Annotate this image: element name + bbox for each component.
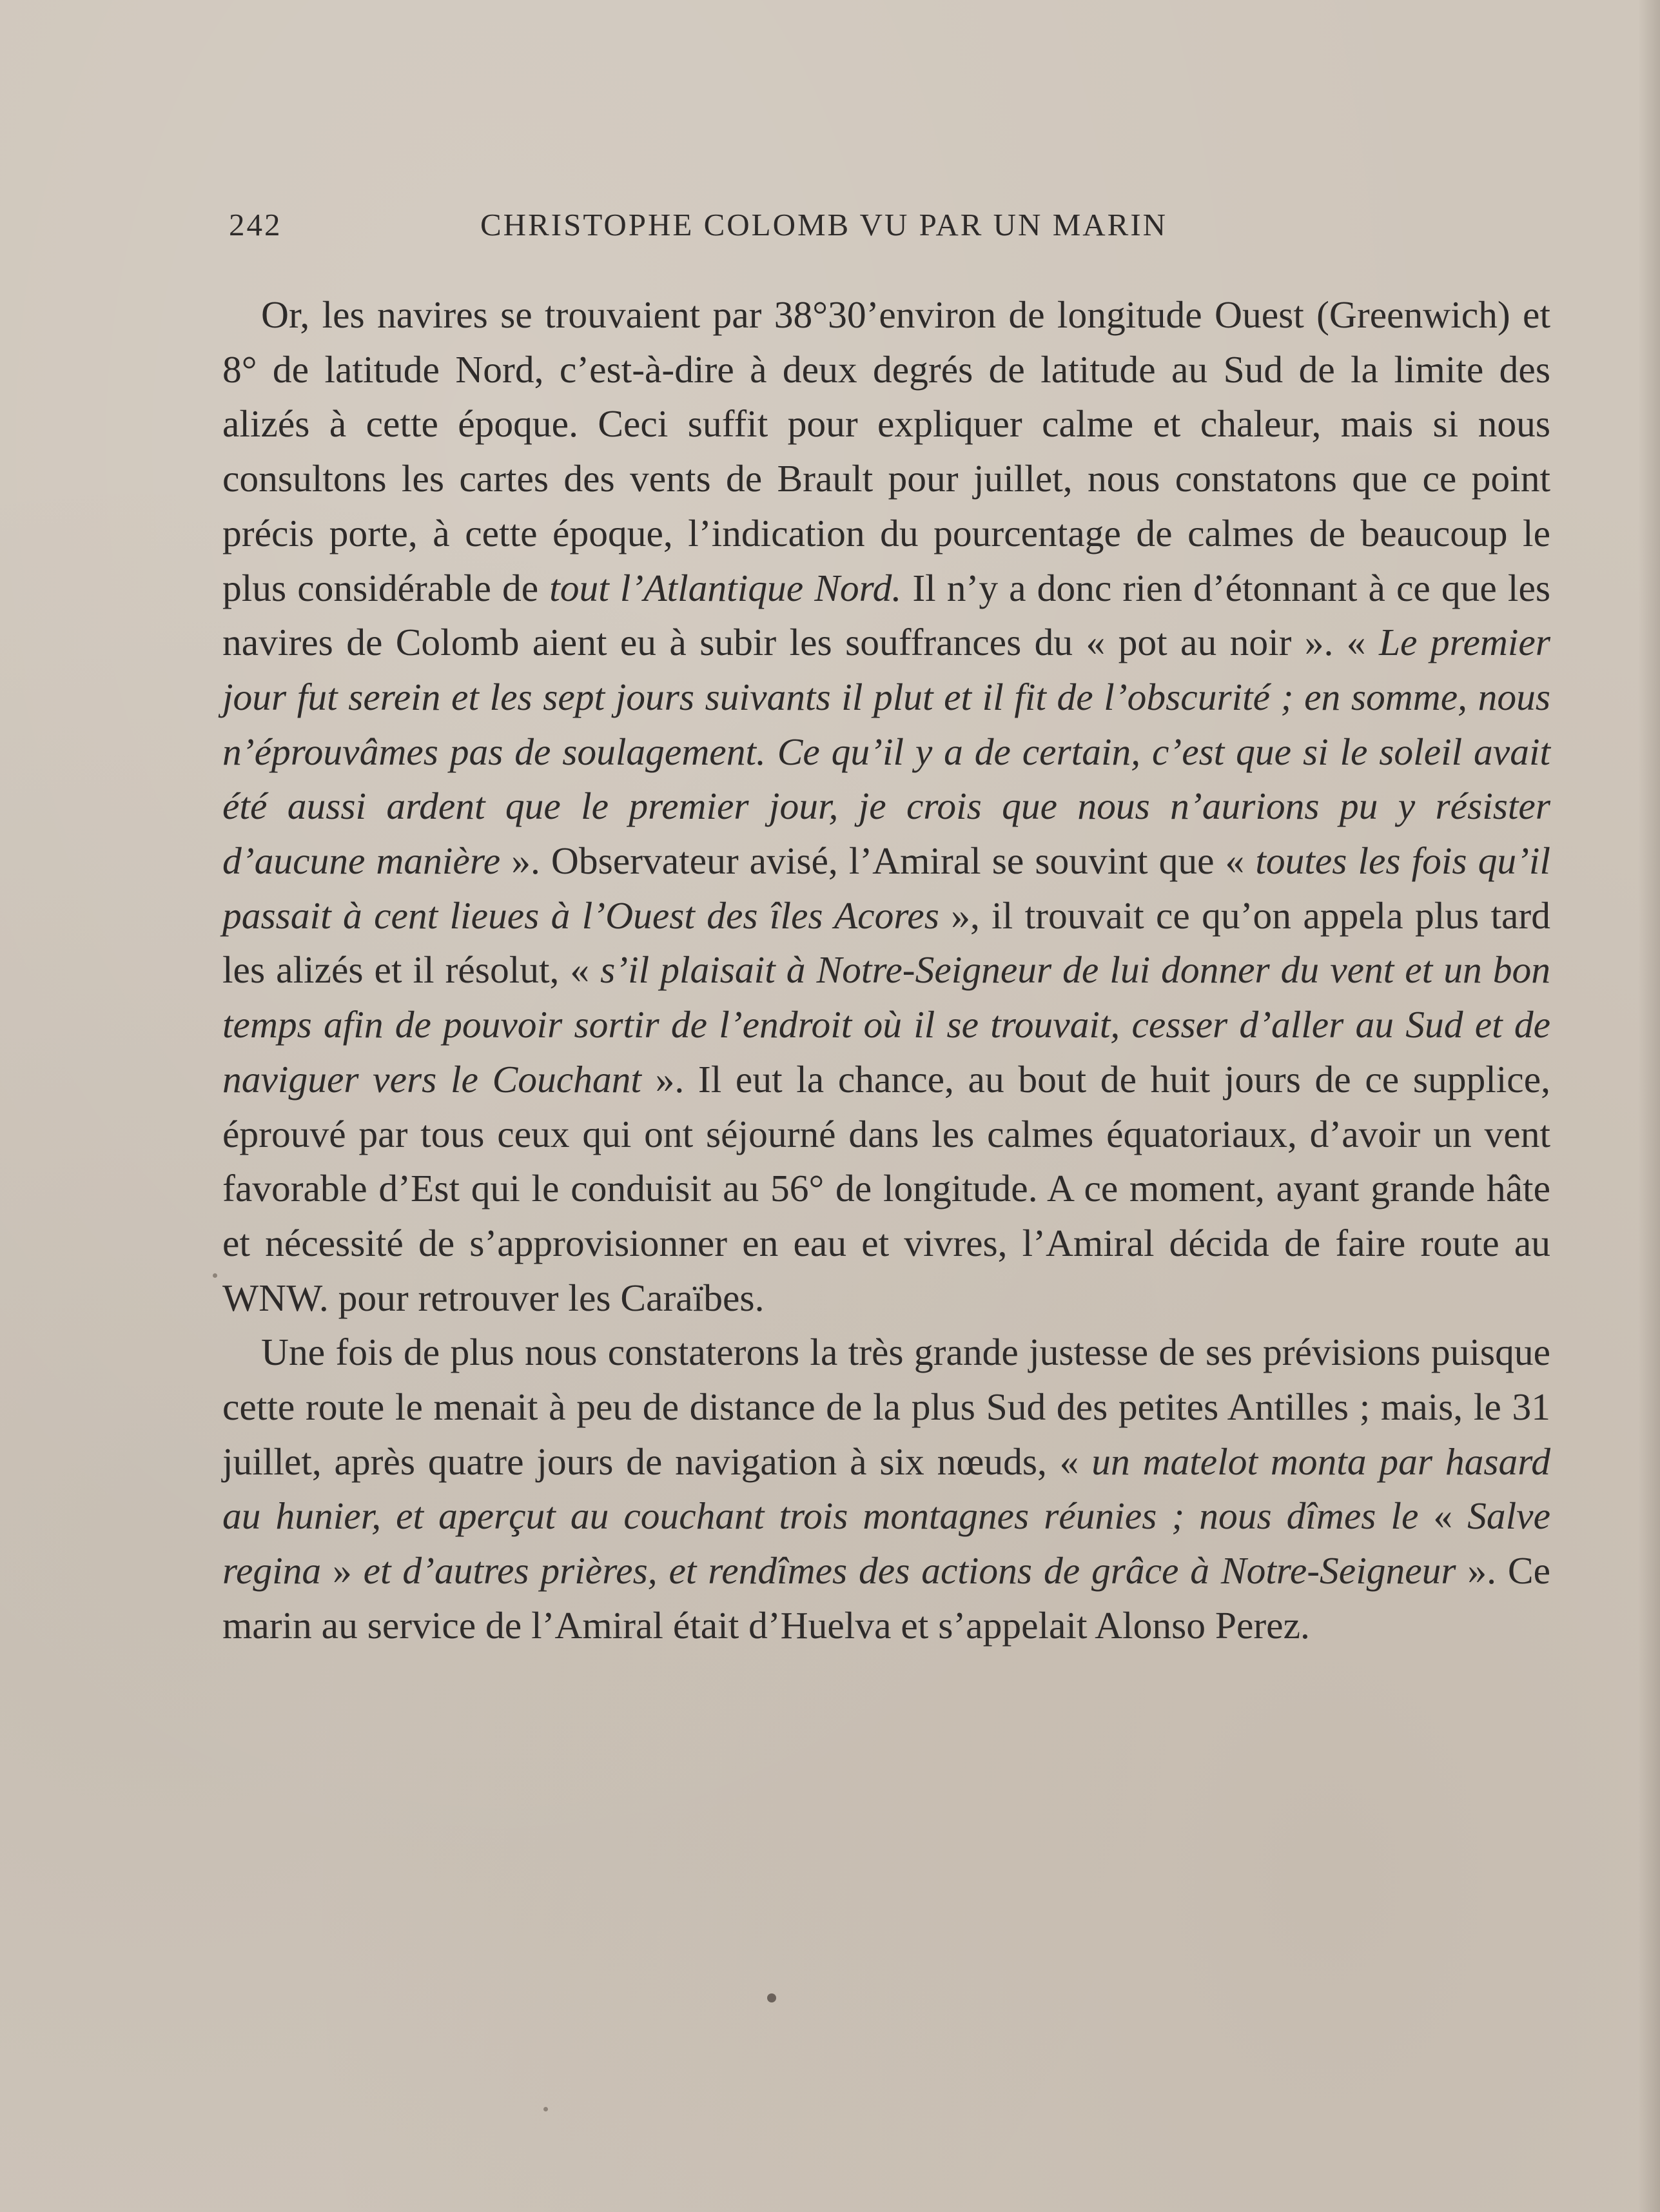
text-run: ». Il eut la chance, au bout de huit jours de ce supplice, éprouvé par tous ceux qui ont séjourné dans les calmes équatoriaux, d’avoir un vent favorable d’Est qui le conduisit au 56° de longitude. A ce moment, ayant grande hâte et nécessité de s’approvisionner en eau et vivres, l’Amiral décida de faire route au WNW. pour retrouver les Caraïbes. bbox=[222, 1057, 1550, 1319]
paper-speck bbox=[543, 2107, 548, 2111]
running-header bbox=[229, 206, 1280, 251]
running-title: CHRISTOPHE COLOMB VU PAR UN MARIN bbox=[480, 207, 1168, 242]
italic-quote: s’il plaisait à Notre-Seigneur de lui donner du vent et un bon temps afin de pouvoir sortir de l’endroit où il se trouvait, cesser d’aller au Sud et de naviguer vers le Couchant bbox=[222, 948, 1551, 1101]
text-run: ». Ce marin au service de l’Amiral était d’Huelva et s’appelait Alonso Perez. bbox=[222, 1549, 1550, 1647]
text-run: », il trouvait ce qu’on appela plus tard les alizés et il résolut, « bbox=[222, 894, 1550, 992]
italic-quote: un matelot monta par hasard au hunier, et aperçut au couchant trois montagnes réunies ; nous dîmes le bbox=[222, 1440, 1550, 1538]
italic-quote: Le premier jour fut serein et les sept jours suivants il plut et il fit de l’obscurité ; en somme, nous n’éprouvâmes pas de soulagement. Ce qu’il y a de certain, c’est que si le soleil avait été aussi ardent que le premier jour, je crois que nous n’aurions pu y résister d’aucune manière bbox=[222, 621, 1550, 883]
text-run: Or, les navires se trouvaient par 38°30’environ de longitude Ouest (Greenwich) et 8° de latitude Nord, c’est-à-dire à deux degrés de latitude au Sud de la limite des alizés à cette époque. Ceci suffit pour expliquer calme et chaleur, mais si nous consultons les cartes des vents de Brault pour juillet, nous constatons que ce point précis porte, à cette époque, l’indication du pourcentage de calmes de beaucoup le plus considérable de bbox=[222, 293, 1550, 609]
body-text bbox=[222, 288, 1550, 1653]
italic-run: Salve regina bbox=[222, 1494, 1550, 1592]
paper-speck bbox=[213, 1273, 217, 1278]
page-number: 242 bbox=[229, 207, 282, 242]
text-run: ». Observateur avisé, l’Amiral se souvint que « bbox=[500, 839, 1256, 883]
text-run: Une fois de plus nous constaterons la très grande justesse de ses prévisions puisque cette route le menait à peu de distance de la plus Sud des petites Antilles ; mais, le 31 juillet, après quatre jours de navigation à six nœuds, « bbox=[222, 1331, 1550, 1483]
italic-quote: toutes les fois qu’il passait à cent lieues à l’Ouest des îles Acores bbox=[222, 839, 1550, 937]
text-run: » bbox=[321, 1549, 364, 1592]
italic-run: tout l’Atlantique Nord. bbox=[549, 566, 902, 609]
paragraph-1 bbox=[222, 288, 1550, 1325]
italic-quote: et d’autres prières, et rendîmes des actions de grâce à Notre-Seigneur bbox=[363, 1549, 1456, 1592]
paragraph-2 bbox=[222, 1325, 1550, 1652]
page-edge-shadow bbox=[1638, 0, 1660, 2212]
text-run: « bbox=[1418, 1494, 1468, 1538]
ink-speck bbox=[767, 1993, 776, 2002]
text-run: Il n’y a donc rien d’étonnant à ce que les navires de Colomb aient eu à subir les souffrances du « pot au noir ». « bbox=[222, 566, 1551, 664]
